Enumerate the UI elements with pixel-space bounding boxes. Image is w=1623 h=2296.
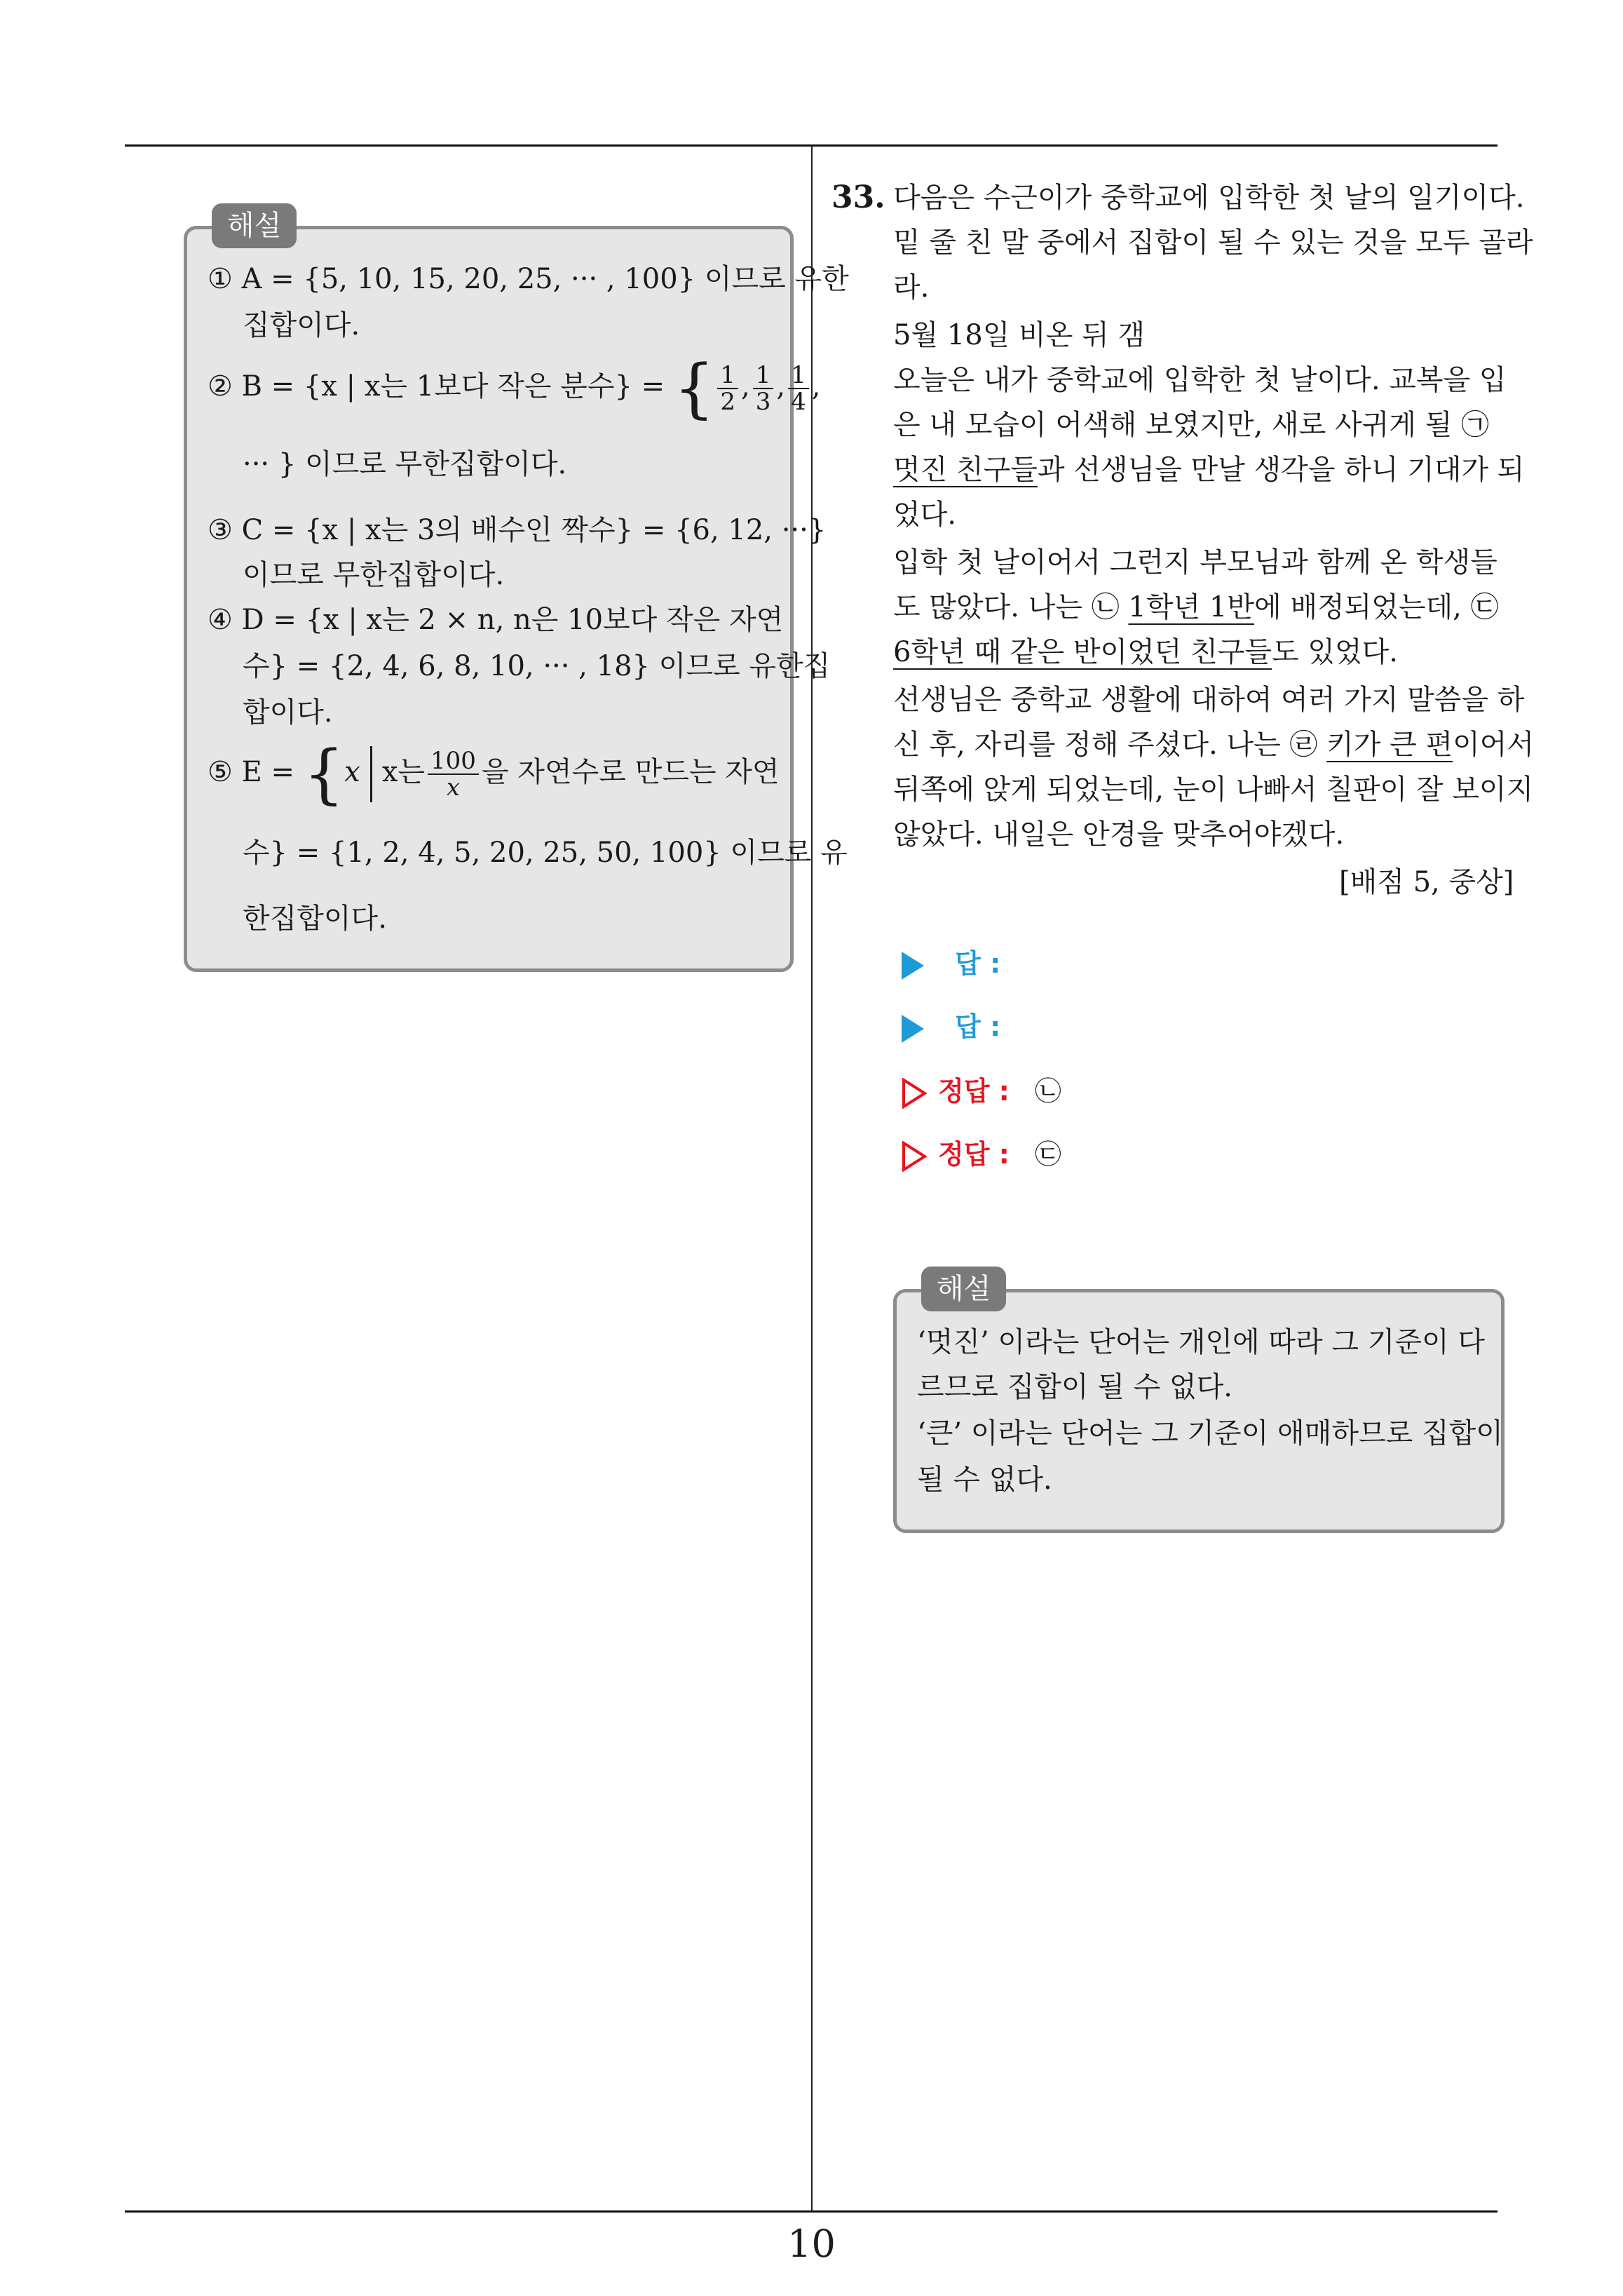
left-solution-tag: 해설 (212, 203, 297, 248)
left-solution-line-b: ② B = {x | x는 1보다 작은 분수} = { $\frac{1}{2}$ , $\frac{1}{3}$ , $\frac{1}{4}$ , (208, 351, 821, 426)
question-line: 다음은 수근이가 중학교에 입학한 첫 날의 일기이다. (893, 182, 1525, 214)
var-x: x (344, 756, 360, 788)
right-solution-line: ‘큰’ 이라는 단어는 그 기준이 애매하므로 집합이 (917, 1417, 1503, 1450)
left-solution-line-e (208, 736, 780, 811)
triangle-filled-icon (902, 952, 924, 980)
question-number: 33. (831, 180, 885, 215)
right-solution-line: 될 수 없다. (917, 1464, 1052, 1496)
underlined-phrase-2: 1학년 1반 (1128, 591, 1254, 623)
diary-line: 오늘은 내가 중학교에 입학한 첫 날이다. 교복을 입 (893, 364, 1507, 396)
page-number: 10 (787, 2222, 836, 2266)
diary-line: 입학 첫 날이어서 그런지 부모님과 함께 온 학생들 (893, 546, 1498, 579)
fraction: $\frac{100}{x}$ (428, 748, 479, 800)
answer-row: 답 : (902, 945, 1026, 982)
left-solution-line: ④ D = {x | x는 2 × n, n은 10보다 작은 자연 (208, 604, 784, 636)
answer-value: ㉢ (1034, 1139, 1061, 1170)
left-solution-line: ··· } 이므로 무한집합이다. (243, 448, 567, 480)
diary-line: 선생님은 중학교 생활에 대하여 여러 가지 말씀을 하 (893, 684, 1525, 716)
question-line: 라. (893, 271, 930, 304)
answer-row: 답 : (902, 1008, 1026, 1045)
left-solution-line: 한집합이다. (243, 903, 387, 935)
set-e-cond-2: 을 자연수로 만드는 자연 (481, 756, 780, 788)
underlined-phrase-4: 키가 큰 편 (1326, 729, 1453, 761)
left-brace: { (673, 351, 715, 426)
correct-answer-row: 정답 : ㉢ (902, 1136, 1061, 1173)
triangle-filled-icon (902, 1015, 924, 1043)
right-solution-line: ‘멋진’ 이라는 단어는 개인에 따라 그 기준이 다 (917, 1326, 1485, 1358)
set-e-cond: x는 (381, 756, 426, 788)
set-bar (370, 746, 372, 802)
fraction: $\frac{1}{3}$ (753, 363, 774, 414)
underlined-phrase-3: 6학년 때 같은 반이었던 친구들 (893, 636, 1272, 668)
diary-line: 신 후, 자리를 정해 주셨다. 나는 ㉣ 키가 큰 편이어서 (893, 729, 1535, 761)
fraction: $\frac{1}{4}$ (788, 363, 809, 414)
diary-date: 5월 18일 비온 뒤 갬 (893, 319, 1146, 351)
column-divider (811, 146, 813, 2212)
left-solution-line: 집합이다. (243, 309, 360, 342)
diary-line: 도 많았다. 나는 ㉡ 1학년 1반에 배정되었는데, ㉢ (893, 591, 1499, 623)
set-b-text: ② B = {x | x는 1보다 작은 분수} = (208, 370, 665, 403)
diary-line: 었다. (893, 499, 956, 531)
set-e-text: ⑤ E = (208, 756, 295, 788)
triangle-outline-icon (902, 1141, 927, 1172)
triangle-outline-icon (902, 1078, 927, 1109)
fraction: $\frac{1}{2}$ (717, 363, 738, 414)
diary-line: 멋진 친구들과 선생님을 만날 생각을 하니 기대가 되 (893, 454, 1525, 486)
left-solution-line: ① A = {5, 10, 15, 20, 25, ··· , 100} 이므로 유한 (208, 263, 849, 295)
right-solution-line: 르므로 집합이 될 수 없다. (917, 1371, 1232, 1403)
diary-line: 6학년 때 같은 반이었던 친구들도 있었다. (893, 636, 1398, 668)
diary-line: 않았다. 내일은 안경을 맞추어야겠다. (893, 818, 1345, 851)
diary-line: 은 내 모습이 어색해 보였지만, 새로 사귀게 될 ㉠ (893, 409, 1489, 441)
left-solution-line: 수} = {2, 4, 6, 8, 10, ··· , 18} 이므로 유한집 (243, 650, 831, 682)
diary-line: 뒤쪽에 앉게 되었는데, 눈이 나빠서 칠판이 잘 보이지 (893, 774, 1534, 806)
right-solution-tag: 해설 (921, 1267, 1006, 1311)
left-solution-line: ③ C = {x | x는 3의 배수인 짝수} = {6, 12, ···} (208, 514, 827, 546)
left-brace: { (303, 736, 345, 811)
left-solution-line: 이므로 무한집합이다. (243, 559, 505, 591)
correct-answer-row: 정답 : ㉡ (902, 1073, 1061, 1109)
left-solution-line: 합이다. (243, 696, 333, 729)
score-label: [배점 5, 중상] (1339, 866, 1514, 898)
left-solution-line: 수} = {1, 2, 4, 5, 20, 25, 50, 100} 이므로 유 (243, 837, 848, 869)
bottom-rule (125, 2210, 1498, 2213)
underlined-phrase-1: 멋진 친구들 (893, 454, 1038, 486)
answer-value: ㉡ (1034, 1076, 1061, 1107)
question-line: 밑 줄 친 말 중에서 집합이 될 수 있는 것을 모두 골라 (893, 227, 1533, 259)
